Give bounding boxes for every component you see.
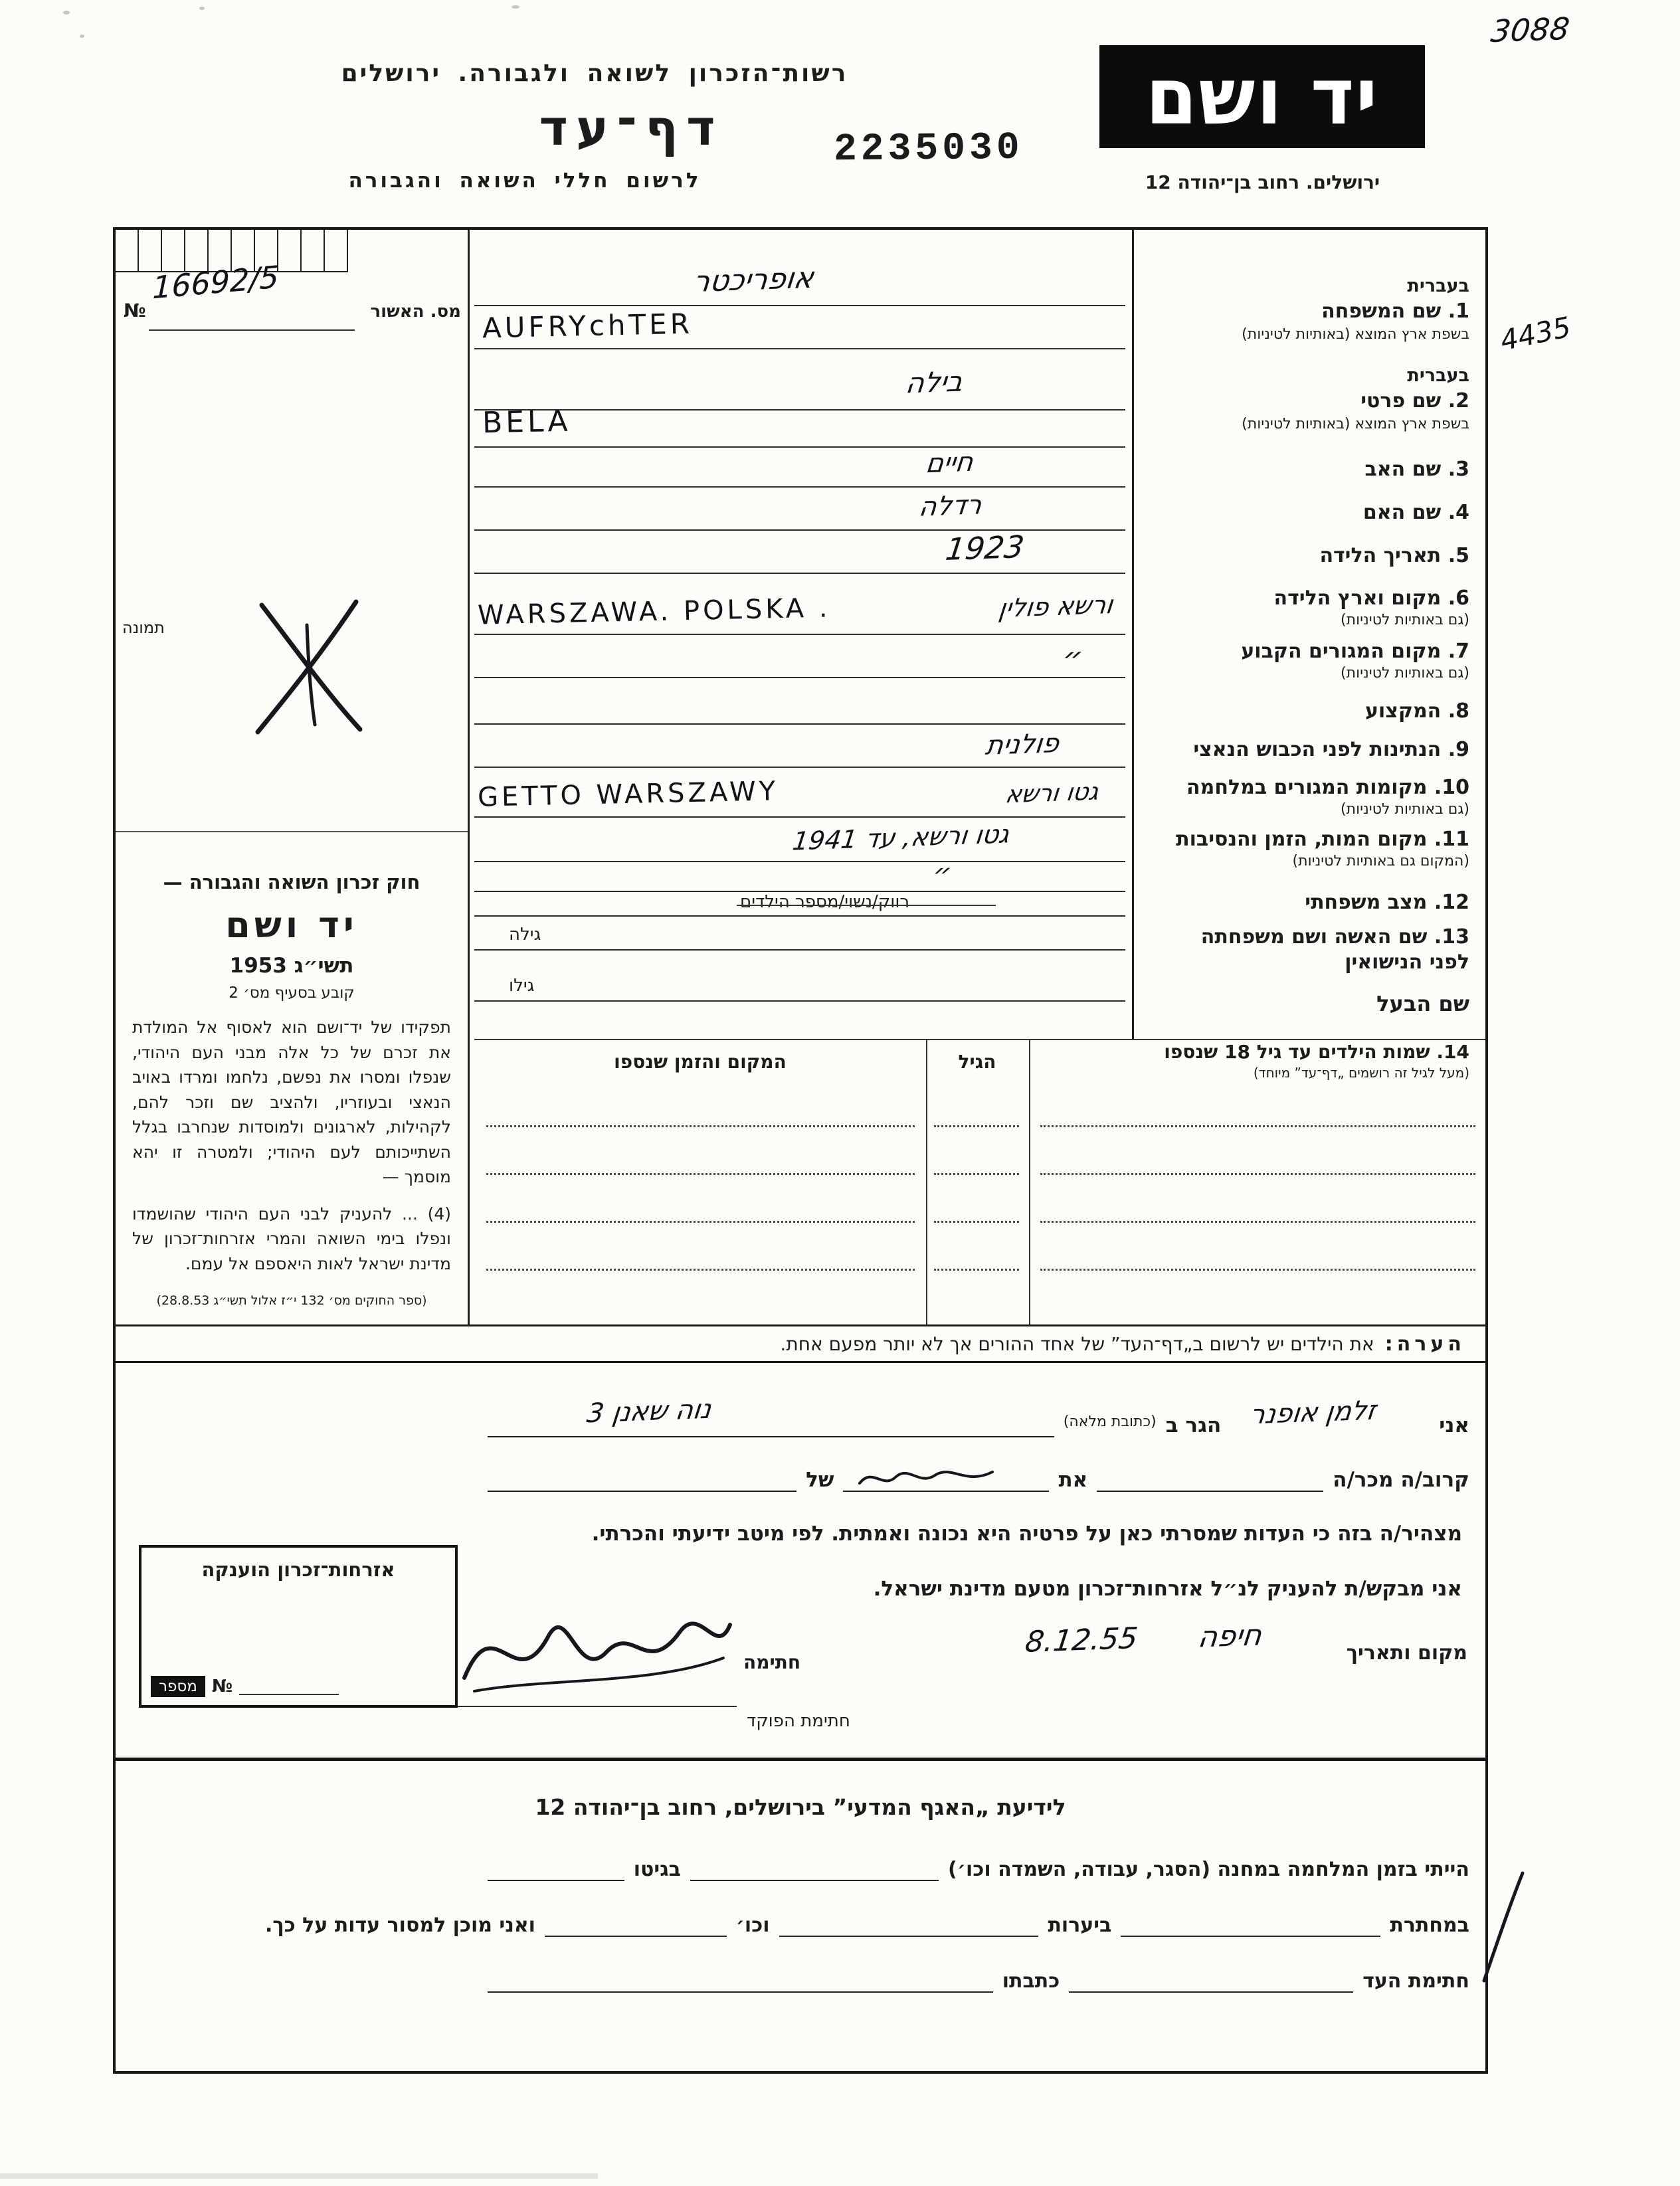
law-clause: (4) ... להעניק לבני העם היהודי שהושמדו ונפלו בימי השואה והמרי אזרחות־זכרון של מדינת ישראל לאות היאספם אל עמם.	[132, 1204, 451, 1273]
children-row-line	[934, 1125, 1019, 1127]
handwritten-signature	[454, 1578, 740, 1711]
witness-address-blank	[488, 1961, 993, 1993]
children-table-col-divider-2	[1029, 1039, 1030, 1324]
memorial-number-label: מספר	[151, 1676, 205, 1697]
marital-status-options: רווק/נשוי/מספר הילדים	[740, 892, 910, 912]
handwritten-declarant-name: זלמן אופנר	[1248, 1395, 1378, 1431]
forests-label: ביערות	[1048, 1914, 1112, 1937]
handwritten-first-name-hebrew: בילה	[903, 365, 965, 400]
children-table-top	[474, 1039, 1485, 1040]
memorial-number-row	[151, 1676, 339, 1697]
declaration-statement: מצהיר/ה בזה כי העדות שמסרתי כאן על פרטיה היא נכונה ואמתית. לפי מיטב ידיעתי והכרתי.	[591, 1522, 1462, 1546]
field-1-sublabel: בשפת ארץ המוצא (באותיות לטיניות)	[1242, 326, 1469, 343]
handwritten-margin-number: 4435	[1497, 310, 1574, 357]
field-5-label: 5. תאריך הלידה	[1319, 544, 1469, 567]
field-4-line	[474, 529, 1125, 531]
citizenship-request: אני מבקש/ת להעניק לנ״ל אזרחות־זכרון מטעם מדינת ישראל.	[873, 1577, 1462, 1601]
remembrance-law-block	[126, 871, 458, 1308]
field-7-line	[474, 677, 1125, 678]
field-11-line	[474, 861, 1125, 862]
field-9-label: 9. הנתינות לפני הכבוש הנאצי	[1193, 738, 1469, 761]
etc-blank	[545, 1905, 727, 1937]
field-10-sublabel: (גם באותיות לטיניות)	[1341, 801, 1469, 818]
declarant-name-blank	[1230, 1395, 1430, 1437]
field-10-line	[474, 816, 1125, 818]
field-12-line	[474, 915, 1125, 917]
witness-address-label: כתבתו	[1002, 1969, 1060, 1993]
children-row-line	[934, 1221, 1019, 1223]
of-label: את	[1058, 1468, 1088, 1492]
field-13-label: 13. שם האשה ושם משפחתה	[1200, 925, 1469, 949]
law-section-line: קובע בסעיף מס׳ 2	[229, 984, 355, 1002]
address-blank	[488, 1394, 1054, 1437]
children-table-age-header: הגיל	[958, 1051, 996, 1073]
field-7-label: 7. מקום המגורים הקבוע	[1241, 640, 1469, 663]
field-1-hebrew-label: בעברית	[1407, 276, 1469, 296]
yad-vashem-logo	[1099, 45, 1425, 148]
logo-address: ירושלים. רחוב בן־יהודה 12	[1145, 171, 1380, 193]
field-9-line	[474, 767, 1125, 768]
form-subtitle: לרשום חללי השואה והגבורה	[348, 169, 701, 193]
field-6-sublabel: (גם באותיות לטיניות)	[1341, 612, 1469, 628]
field-14-sublabel: (מעל לגיל זה רושמים „דף־עד” מיוחד)	[1253, 1065, 1469, 1081]
field-1-latin-line	[474, 348, 1125, 349]
field-5-line	[474, 573, 1125, 574]
handwritten-place-of-death: גטו ורשא, עד 1941	[791, 819, 1011, 856]
field-2-label: 2. שם פרטי	[1360, 389, 1469, 412]
approval-number-label: מס. האשור	[370, 302, 461, 321]
memorial-citizenship-title: אזרחות־זכרון הוענקה	[201, 1558, 395, 1581]
underground-label: במחתרת	[1390, 1914, 1469, 1937]
husband-name-line	[474, 1000, 1125, 1002]
scientific-division-title: לידיעת „האגף המדעי” בירושלים, רחוב בן־יהודה 12	[535, 1794, 1066, 1820]
field-11-label: 11. מקום המות, הזמן והנסיבות	[1176, 828, 1469, 851]
relation-blank	[1097, 1460, 1323, 1492]
field-2-sublabel: בשפת ארץ המוצא (באותיות לטיניות)	[1242, 416, 1469, 432]
pen-slash-mark	[1476, 1867, 1529, 1986]
serial-number-stamp: 2235030	[833, 126, 1024, 172]
memorial-number-line	[239, 1678, 339, 1695]
handwritten-birth-year: 1923	[943, 528, 1026, 568]
field-8-line	[474, 723, 1125, 725]
place-date-label: מקום ותאריך	[1346, 1641, 1467, 1665]
field-8-label: 8. המקצוע	[1365, 699, 1469, 723]
victim-blank	[843, 1460, 1049, 1492]
children-row-line	[486, 1173, 915, 1175]
field-2-latin-line	[474, 446, 1125, 448]
her-age-label: גילה	[509, 925, 541, 945]
law-title-line2: יד ושם	[225, 904, 358, 946]
handwritten-first-name-latin: BELA	[482, 404, 572, 440]
children-row-line	[1040, 1221, 1475, 1223]
left-column-divider	[468, 230, 470, 1324]
field-3-line	[474, 486, 1125, 488]
field-14-label: 14. שמות הילדים עד גיל 18 שנספו	[1164, 1041, 1469, 1063]
handwritten-birthplace-latin: WARSZAWA. POLSKA .	[477, 592, 831, 631]
handwritten-family-name-latin: AUFRYchTER	[482, 307, 694, 345]
photo-placeholder-label: תמונה	[122, 618, 165, 637]
camp-blank	[690, 1849, 939, 1881]
field-4-label: 4. שם האם	[1362, 501, 1469, 524]
handwritten-approval-number: 16692/5	[151, 258, 280, 306]
wife-name-line	[474, 949, 1125, 951]
handwritten-address: נוה שאנן 3	[585, 1394, 713, 1429]
field-1-hebrew-line	[474, 305, 1125, 306]
note-label: הערה:	[1384, 1332, 1465, 1356]
relation-row	[488, 1460, 1469, 1492]
handwritten-death-ditto: ״	[930, 857, 954, 892]
handwritten-date: 8.12.55	[1023, 1621, 1140, 1659]
registrar-signature-label: חתימת הפוקד	[747, 1711, 850, 1731]
note-text: את הילדים יש לרשום ב„דף־העד” של אחד ההורים אך לא יותר מפעם אחת.	[780, 1332, 1374, 1355]
field-2-hebrew-line	[474, 409, 1125, 410]
field-6-line	[474, 634, 1125, 635]
witness-signature-blank	[1069, 1961, 1353, 1993]
field-11-sublabel: (המקום גם באותיות לטיניות)	[1292, 853, 1469, 869]
handwritten-father-name: חיים	[923, 446, 975, 480]
field-12-label: 12. מצב משפחתי	[1305, 891, 1469, 914]
husband-name-label: שם הבעל	[1376, 991, 1469, 1016]
children-row-line	[1040, 1269, 1475, 1271]
photo-area-divider	[116, 831, 468, 832]
ghetto-label: בגיטו	[633, 1858, 681, 1881]
memorial-numero-sign: №	[211, 1677, 233, 1696]
handwritten-page-number: 3088	[1489, 10, 1572, 50]
handwritten-place: חיפה	[1196, 1618, 1264, 1655]
etc-label: וכו׳	[735, 1914, 770, 1937]
memorial-citizenship-box	[139, 1545, 458, 1708]
children-row-line	[486, 1221, 915, 1223]
note-row	[116, 1324, 1485, 1363]
scan-artifact	[199, 7, 205, 10]
bottom-section-divider	[116, 1758, 1485, 1761]
law-source-reference: (ספר החוקים מס׳ 132 י״ז אלול תשי״ג 28.8.53)	[156, 1293, 427, 1308]
wartime-location-row	[488, 1849, 1469, 1881]
resides-sublabel: (כתובת מלאה)	[1063, 1413, 1157, 1430]
handwritten-war-residence-hebrew: גטו ורשא	[1004, 778, 1101, 809]
signature-label: חתימה	[743, 1651, 801, 1673]
willing-testimony-text: ואני מוכן למסור עדות על כך.	[265, 1914, 535, 1937]
witness-signature-label: חתימת העד	[1362, 1969, 1469, 1993]
underground-row	[265, 1905, 1469, 1937]
law-title-line1: חוק זכרון השואה והגבורה —	[163, 871, 420, 893]
handwritten-citizenship: פולנית	[983, 728, 1061, 761]
resides-label: הגר ב	[1165, 1413, 1222, 1437]
field-7-sublabel: (גם באותיות לטיניות)	[1341, 665, 1469, 682]
handwritten-relation-scribble	[853, 1460, 999, 1491]
testimony-form	[113, 227, 1488, 2074]
field-10-label: 10. מקומות המגורים במלחמה	[1186, 776, 1469, 799]
authority-name: רשות־הזכרון לשואה ולגבורה. ירושלים	[341, 60, 848, 87]
form-title: דף־עד	[539, 100, 723, 157]
children-row-line	[1040, 1173, 1475, 1175]
relation-label: קרוב/ה מכר/ה	[1333, 1468, 1469, 1492]
field-13-label-line2: לפני הנישואין	[1345, 951, 1469, 974]
children-row-line	[934, 1173, 1019, 1175]
i-label: אני	[1439, 1413, 1469, 1437]
handwritten-residence-ditto: ״	[1060, 640, 1085, 678]
field-3-label: 3. שם האב	[1364, 458, 1469, 481]
children-table-place-header: המקום והזמן שנספו	[614, 1051, 787, 1073]
scan-artifact	[80, 35, 84, 38]
scan-edge-smudge	[0, 2173, 598, 2179]
numero-sign: №	[124, 300, 146, 321]
scan-artifact	[512, 5, 519, 9]
forests-blank	[779, 1905, 1039, 1937]
whose-blank	[488, 1460, 796, 1492]
his-age-label: גילו	[509, 976, 535, 996]
witness-signature-row	[488, 1961, 1469, 1993]
law-paragraph: תפקידו של יד־ושם הוא לאסוף אל המולדת את זכרם של כל אלה מבני העם היהודי, שנפלו ומסרו את נפשם, נלחמו ומרדו באויב הנאצי ובעוזריו, ולהציב שם וזכר להם, לקהילות, לארגונים ולמוסדות שנחרבו בגלל השתייכותם לעם היהודי; ולמטרה זו יהא מוסמך —	[132, 1018, 451, 1186]
wartime-camp-label: הייתי בזמן המלחמה במחנה (הסגר, עבודה, השמדה וכו׳)	[948, 1858, 1469, 1881]
children-row-line	[486, 1125, 915, 1127]
scan-artifact	[63, 11, 70, 15]
label-column-divider	[1132, 230, 1134, 1039]
yad-vashem-logo-text: יד ושם	[1145, 51, 1379, 142]
children-table-col-divider-1	[926, 1039, 927, 1324]
children-row-line	[486, 1269, 915, 1271]
field-1-label: 1. שם המשפחה	[1321, 300, 1469, 323]
approval-number-line	[149, 329, 355, 331]
law-title-line3: תשי״ג 1953	[229, 954, 354, 978]
children-row-line	[1040, 1125, 1475, 1127]
photo-x-mark	[242, 589, 381, 741]
underground-blank	[1121, 1905, 1380, 1937]
handwritten-birthplace-hebrew: ורשא פולין	[996, 590, 1115, 623]
marital-status-strike	[737, 905, 996, 906]
handwritten-family-name-hebrew: אופריכטר	[691, 260, 816, 300]
children-row-line	[934, 1269, 1019, 1271]
signature-line	[458, 1706, 737, 1707]
handwritten-war-residence-latin: GETTO WARSZAWY	[477, 776, 779, 813]
ghetto-blank	[488, 1849, 624, 1881]
field-6-label: 6. מקום וארץ הלידה	[1273, 587, 1469, 610]
handwritten-mother-name: רדלה	[917, 490, 984, 523]
declarant-row	[488, 1394, 1469, 1437]
field-2-hebrew-label: בעברית	[1407, 365, 1469, 386]
whose-label: של	[806, 1468, 834, 1492]
